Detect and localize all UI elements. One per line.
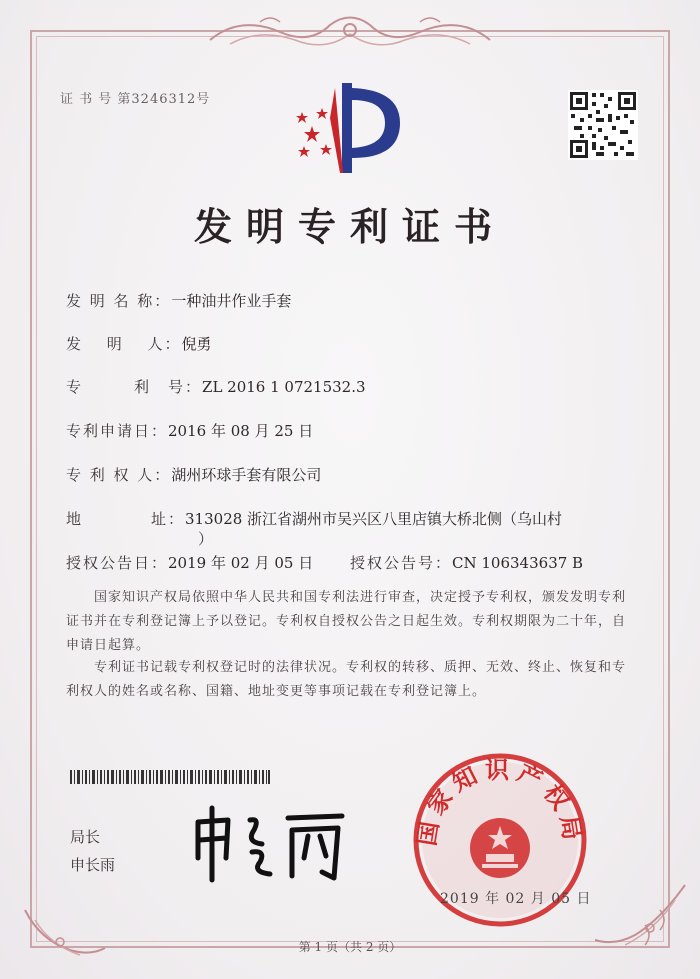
address-line2: ） xyxy=(198,530,214,548)
inventor-value: 倪勇 xyxy=(181,335,212,353)
grant-date-label: 授权公告日： xyxy=(66,554,169,572)
director-signature xyxy=(180,800,360,890)
patentee-label: 专 利 权 人： xyxy=(66,466,172,484)
grant-date-row xyxy=(66,552,313,573)
patent-number-row xyxy=(66,376,366,397)
filing-date-row xyxy=(66,420,313,441)
filing-date-label: 专利申请日： xyxy=(66,422,169,440)
address-row xyxy=(66,508,562,529)
seal-date: 2019 年 02 月 05 日 xyxy=(440,891,592,907)
certificate-number: 证 书 号 第3246312号 xyxy=(60,92,211,107)
grant-number-value: CN 106343637 B xyxy=(452,554,584,572)
legal-paragraph-1: 国家知识产权局依照中华人民共和国专利法进行审查，决定授予专利权，颁发发明专利证书并在专利登记簿上予以登记。专利权自授权公告之日起生效。专利权期限为二十年，自申请日起算。 xyxy=(66,590,627,653)
director-title: 局长 xyxy=(70,828,101,846)
bottom-left-ornament xyxy=(20,900,110,970)
patent-number-value: ZL 2016 1 0721532.3 xyxy=(202,378,366,396)
seal-text: 国家知识产权局 xyxy=(411,755,589,848)
address-label: 地 址： xyxy=(66,510,186,528)
patentee-row xyxy=(66,464,321,485)
page-number: 第 1 页（共 2 页） xyxy=(298,940,402,954)
grant-number-row xyxy=(350,552,583,573)
bottom-right-ornament xyxy=(590,880,690,970)
qr-code-icon xyxy=(568,90,638,160)
director-name: 申长雨 xyxy=(70,856,116,874)
invention-name-row xyxy=(66,290,291,311)
invention-name-label: 发 明 名 称： xyxy=(66,292,172,310)
patent-number-label: 专 利 号： xyxy=(66,378,203,396)
cnipa-logo-icon xyxy=(290,78,410,178)
grant-number-label: 授权公告号： xyxy=(350,554,453,572)
national-emblem-icon xyxy=(470,818,530,878)
filing-date-value: 2016 年 08 月 25 日 xyxy=(168,422,314,440)
address-line1: 313028 浙江省湖州市吴兴区八里店镇大桥北侧（乌山村 xyxy=(185,510,563,528)
patentee-value: 湖州环球手套有限公司 xyxy=(171,466,322,484)
grant-date-value: 2019 年 02 月 05 日 xyxy=(168,554,314,572)
top-ornament xyxy=(200,10,500,60)
barcode-icon xyxy=(70,770,270,784)
inventor-row xyxy=(66,333,212,354)
invention-name-value: 一种油井作业手套 xyxy=(171,292,292,310)
certificate-title: 发明专利证书 xyxy=(193,204,506,249)
legal-paragraph-2: 专利证书记载专利权登记时的法律状况。专利权的转移、质押、无效、终止、恢复和专利权人的姓名或名称、国籍、地址变更等事项记载在专利登记簿上。 xyxy=(66,660,627,699)
inventor-label: 发 明 人： xyxy=(66,335,182,353)
